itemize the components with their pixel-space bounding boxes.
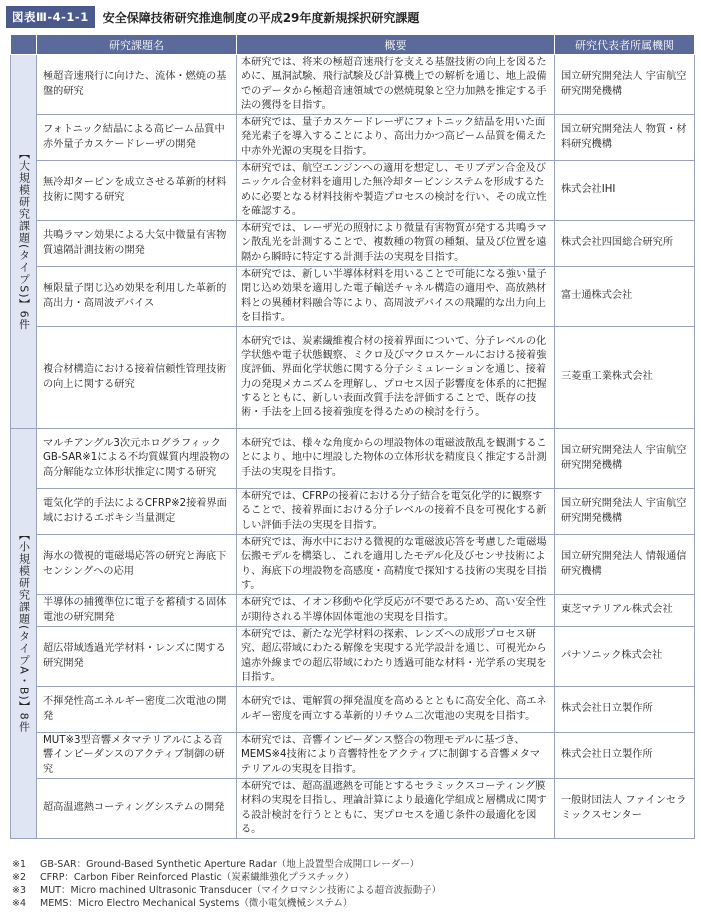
summary-cell: 本研究では、海水中における微視的な電磁波応答を考慮した電磁場伝搬モデルを構築し、これを適用したモデル化及びセンサ技術により、海底下の埋設物を高感度・高精度で探知する技術の実現を目指す。 — [237, 535, 555, 595]
topic-cell: 海水の微視的電磁場応答の研究と海底下センシングへの応用 — [37, 535, 237, 595]
institution-cell: 株式会社日立製作所 — [555, 733, 695, 779]
footnote — [12, 871, 441, 884]
footnote — [12, 897, 441, 910]
table-row — [11, 489, 695, 535]
summary-cell: 本研究では、レーザ光の照射により微量有害物質が発する共鳴ラマン散乱光を計測することで、複数種の物質の種類、量及び位置を遠隔から瞬時に特定する計測手法の実現を目指す。 — [237, 221, 555, 267]
footnotes — [12, 858, 441, 910]
summary-cell: 本研究では、航空エンジンへの適用を想定し、モリブデン合金及びニッケル合金材料を適用した無冷却タービンシステムを形成するために必要となる材料技術や製造プロセスの検討を行い、その成立性を確認する。 — [237, 161, 555, 221]
summary-cell: 本研究では、CFRPの接着における分子結合を電気化学的に観察することで、接着界面における分子レベルの接着不良を可視化する新しい評価手法の実現を目指す。 — [237, 489, 555, 535]
research-table — [10, 34, 695, 839]
figure-label: 図表Ⅲ-4-1-1 — [6, 6, 95, 28]
topic-cell: 複合材構造における接着信頼性管理技術の向上に関する研究 — [37, 327, 237, 429]
institution-cell: 国立研究開発法人 宇宙航空研究開発機構 — [555, 489, 695, 535]
page-title: 安全保障技術研究推進制度の平成29年度新規採択研究課題 — [102, 10, 420, 25]
footnote-text: CFRP：Carbon Fiber Reinforced Plastic（炭素繊維強化プラスチック） — [40, 872, 355, 883]
summary-cell: 本研究では、将来の極超音速飛行を支える基盤技術の向上を図るために、風洞試験、飛行試験及び計算機上での解析を通じ、地上設備でのデータから極超音速領域での燃焼現象と空力加熱を推定する手法の獲得を目指す。 — [237, 55, 555, 115]
category-cell-large — [11, 55, 37, 429]
institution-cell: 国立研究開発法人 情報通信研究機構 — [555, 535, 695, 595]
table-row — [11, 267, 695, 327]
table-row — [11, 221, 695, 267]
category-label: 【大規模研究課題(タイプS)】6件 — [17, 147, 31, 331]
column-header-summary: 概要 — [237, 35, 555, 55]
footnote — [12, 884, 441, 897]
summary-cell: 本研究では、炭素繊維複合材の接着界面について、分子レベルの化学状態や電子状態観察、ミクロ及びマクロスケールにおける接着強度評価、界面化学状態に関する分子シミュレーションを通じ、接着力の発現メカニズムを理解し、プロセス因子影響度を体系的に把握するとともに、新しい表面改質手法を評価することで、既存の技術・手法を上回る接着強度を得るための検討を行う。 — [237, 327, 555, 429]
institution-cell: 株式会社四国総合研究所 — [555, 221, 695, 267]
topic-cell: MUT※3型音響メタマテリアルによる音響インピーダンスのアクティブ制御の研究 — [37, 733, 237, 779]
header-spacer — [11, 35, 37, 55]
column-header-institution: 研究代表者所属機関 — [555, 35, 695, 55]
institution-cell: パナソニック株式会社 — [555, 627, 695, 687]
institution-cell: 一般財団法人 ファインセラミックスセンター — [555, 779, 695, 839]
table-row — [11, 595, 695, 627]
footnote — [12, 858, 441, 871]
table-row — [11, 327, 695, 429]
institution-cell: 株式会社日立製作所 — [555, 687, 695, 733]
category-cell-small — [11, 429, 37, 839]
topic-cell: マルチアングル3次元ホログラフィックGB-SAR※1による不均質媒質内埋設物の高分解能な立体形状推定に関する研究 — [37, 429, 237, 489]
summary-cell: 本研究では、新たな光学材料の探索、レンズへの成形プロセス研究、超広帯域にわたる解像を実現する光学設計を通じ、可視光から遠赤外線までの超広帯域にわたり透過可能な材料・光学系の実現を目指す。 — [237, 627, 555, 687]
topic-cell: 極限量子閉じ込め効果を利用した革新的高出力・高周波デバイス — [37, 267, 237, 327]
footnote-mark: ※4 — [12, 898, 27, 909]
footnote-text: GB-SAR：Ground-Based Synthetic Aperture Radar（地上設置型合成開口レーダー） — [40, 859, 420, 870]
summary-cell: 本研究では、超高温遮熱を可能とするセラミックスコーティング膜材料の実現を目指し、理論計算により最適化学組成と層構成に関する設計検討を行うとともに、実プロセスを通じ条件の最適化を図る。 — [237, 779, 555, 839]
topic-cell: 不揮発性高エネルギー密度二次電池の開発 — [37, 687, 237, 733]
topic-cell: 電気化学的手法によるCFRP※2接着界面域におけるエポキシ当量測定 — [37, 489, 237, 535]
topic-cell: 超高温遮熱コーティングシステムの開発 — [37, 779, 237, 839]
footnote-mark: ※1 — [12, 859, 27, 870]
topic-cell: 半導体の捕獲準位に電子を蓄積する固体電池の研究開発 — [37, 595, 237, 627]
institution-cell: 株式会社IHI — [555, 161, 695, 221]
summary-cell: 本研究では、イオン移動や化学反応が不要であるため、高い安全性が期待される半導体固体電池の実現を目指す。 — [237, 595, 555, 627]
footnote-mark: ※2 — [12, 872, 27, 883]
institution-cell: 国立研究開発法人 宇宙航空研究開発機構 — [555, 429, 695, 489]
footnote-text: MEMS：Micro Electro Mechanical Systems（微小電気機械システム） — [40, 898, 353, 909]
summary-cell: 本研究では、電解質の揮発温度を高めるとともに高安全化、高エネルギー密度を両立する革新的リチウム二次電池の実現を目指す。 — [237, 687, 555, 733]
summary-cell: 本研究では、音響インピーダンス整合の物理モデルに基づき、MEMS※4技術により音響特性をアクティブに制御する音響メタマテリアルの実現を目指す。 — [237, 733, 555, 779]
topic-cell: 共鳴ラマン効果による大気中微量有害物質遠隔計測技術の開発 — [37, 221, 237, 267]
topic-cell: 無冷却タービンを成立させる革新的材料技術に関する研究 — [37, 161, 237, 221]
topic-cell: 極超音速飛行に向けた、流体・燃焼の基盤的研究 — [37, 55, 237, 115]
table-row — [11, 627, 695, 687]
topic-cell: 超広帯域透過光学材料・レンズに関する研究開発 — [37, 627, 237, 687]
institution-cell: 富士通株式会社 — [555, 267, 695, 327]
footnote-mark: ※3 — [12, 885, 27, 896]
table-row — [11, 779, 695, 839]
table-row — [11, 161, 695, 221]
table-row — [11, 429, 695, 489]
table-row — [11, 687, 695, 733]
category-label: 【小規模研究課題(タイプA・B)】8件 — [17, 529, 31, 733]
title-bar — [6, 6, 419, 28]
topic-cell: フォトニック結晶による高ビーム品質中赤外量子カスケードレーザの開発 — [37, 115, 237, 161]
table-row — [11, 733, 695, 779]
table-row — [11, 115, 695, 161]
footnote-text: MUT：Micro machined Ultrasonic Transducer（マイクロマシン技術による超音波振動子） — [40, 885, 442, 896]
institution-cell: 国立研究開発法人 物質・材料研究機構 — [555, 115, 695, 161]
table-row — [11, 535, 695, 595]
summary-cell: 本研究では、新しい半導体材料を用いることで可能になる強い量子閉じ込め効果を適用した電子輸送チャネル構造の適用や、高放熱材料との異種材料融合等により、高周波デバイスの飛躍的な出力向上を目指す。 — [237, 267, 555, 327]
summary-cell: 本研究では、様々な角度からの埋設物体の電磁波散乱を観測することにより、地中に埋設した物体の立体形状を精度良く推定する計測手法の実現を目指す。 — [237, 429, 555, 489]
summary-cell: 本研究では、量子カスケードレーザにフォトニック結晶を用いた面発光素子を導入することにより、高出力かつ高ビーム品質を備えた中赤外光源の実現を目指す。 — [237, 115, 555, 161]
table-header-row — [11, 35, 695, 55]
institution-cell: 国立研究開発法人 宇宙航空研究開発機構 — [555, 55, 695, 115]
institution-cell: 三菱重工業株式会社 — [555, 327, 695, 429]
column-header-topic: 研究課題名 — [37, 35, 237, 55]
table-row — [11, 55, 695, 115]
institution-cell: 東芝マテリアル株式会社 — [555, 595, 695, 627]
